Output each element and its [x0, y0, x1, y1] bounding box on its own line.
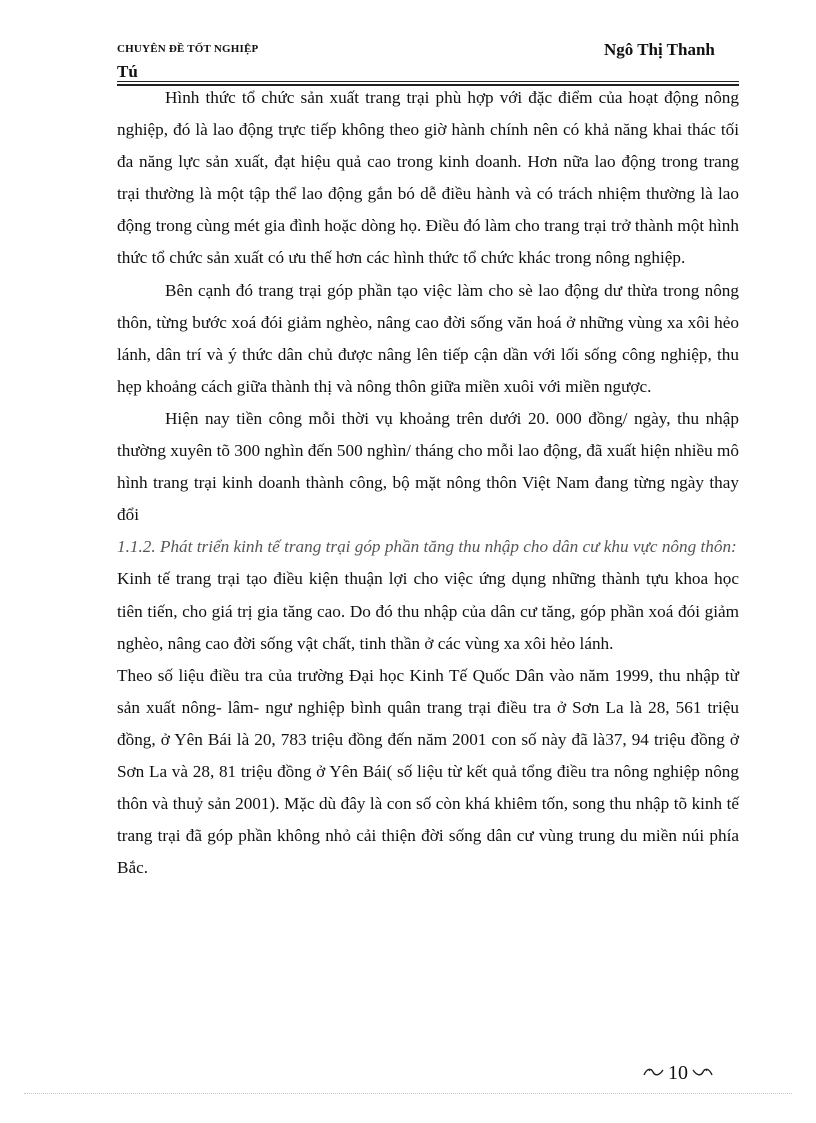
- page-footer: [643, 1062, 713, 1085]
- header-author-name: Ngô Thị Thanh: [604, 40, 715, 59]
- paragraph: Hiện nay tiền công mỗi thời vụ khoảng trên dưới 20. 000 đồng/ ngày, thu nhập thường xuyên tõ 300 nghìn đến 500 nghìn/ tháng cho mỗi lao động, đã xuất hiện nhiều mô hình trang trại kinh doanh thành công, bộ mặt nông thôn Việt Nam đang từng ngày thay đổi: [117, 408, 739, 525]
- page-number: 10: [668, 1062, 688, 1084]
- page-edge-divider: [24, 1093, 792, 1094]
- ornament-right-icon: [691, 1065, 713, 1083]
- document-body: [117, 82, 739, 884]
- header-document-type: CHUYÊN ĐỀ TỐT NGHIỆP: [117, 43, 259, 55]
- header-author-tail: Tú: [117, 62, 138, 81]
- paragraph: Theo số liệu điều tra của trường Đại học Kinh Tế Quốc Dân vào năm 1999, thu nhập từ sản xuất nông- lâm- ngư nghiệp bình quân trang trại điều tra ở Sơn La là 28, 561 triệu đồng, ở Yên Bái là 20, 783 triệu đồng đến năm 2001 con số này đã là37, 94 triệu đồng ở Sơn La và 28, 81 triệu đồng ở Yên Bái( số liệu từ kết quả tổng điều tra nông nghiệp nông thôn và thuỷ sản 2001). Mặc dù đây là con số còn khá khiêm tốn, song thu nhập tõ kinh tế trang trại đã góp phần không nhỏ cải thiện đời sống dân cư vùng trung du miền núi phía Bắc.: [117, 665, 739, 878]
- section-heading: 1.1.2. Phát triển kinh tế trang trại góp phần tăng thu nhập cho dân cư khu vực nông thôn:: [117, 537, 737, 557]
- paragraph: Hình thức tổ chức sản xuất trang trại phù hợp với đặc điểm của hoạt động nông nghiệp, đó là lao động trực tiếp không theo giờ hành chính nên có khả năng khai thác tối đa năng lực sản xuất, đạt hiệu quả cao trong kinh doanh. Hơn nữa lao động trong trang trại thường là một tập thể lao động gắn bó dễ điều hành và có trách nhiệm thường là lao động trong cùng mét gia đình hoặc dòng họ. Điều đó làm cho trang trại trở thành một hình thức tổ chức sản xuất có ưu thế hơn các hình thức tổ chức khác trong nông nghiệp.: [117, 88, 739, 268]
- ornament-left-icon: [643, 1065, 665, 1083]
- paragraph: Kinh tế trang trại tạo điều kiện thuận lợi cho việc ứng dụng những thành tựu khoa học tiên tiến, cho giá trị gia tăng cao. Do đó thu nhập của dân cư tăng, góp phần xoá đói giảm nghèo, nâng cao đời sống vật chất, tinh thần ở các vùng xa xôi hẻo lánh.: [117, 569, 739, 653]
- paragraph: Bên cạnh đó trang trại góp phần tạo việc làm cho sè lao động dư thừa trong nông thôn, từng bước xoá đói giảm nghèo, nâng cao đời sống văn hoá ở những vùng xa xôi hẻo lánh, dân trí và ý thức dân chủ được nâng lên tiếp cận dần với lối sống công nghiệp, thu hẹp khoảng cách giữa thành thị và nông thôn giữa miền xuôi với miền ngược.: [117, 280, 739, 396]
